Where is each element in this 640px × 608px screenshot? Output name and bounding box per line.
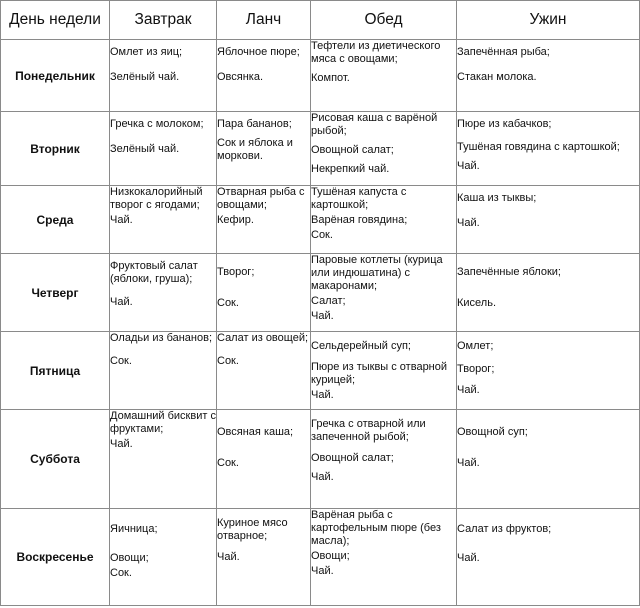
- meal-item: Чай.: [110, 438, 133, 450]
- meal-item: Кисель.: [457, 297, 497, 309]
- day-cell: Суббота: [1, 410, 110, 509]
- meal-item: Фруктовый салат (яблоки, груша);: [110, 260, 198, 285]
- meal-item: Чай.: [311, 310, 334, 322]
- meal-item: Оладьи из бананов;: [110, 332, 213, 344]
- header-supper: Ужин: [457, 1, 640, 40]
- meal-item: Овощи;: [110, 552, 149, 564]
- breakfast-cell: [110, 186, 217, 254]
- supper-cell: [457, 410, 640, 509]
- supper-cell: [457, 254, 640, 332]
- table-row: [1, 186, 640, 254]
- supper-cell: [457, 332, 640, 410]
- meal-item: Тефтели из диетического мяса с овощами;: [311, 40, 441, 65]
- meal-item: Творог;: [217, 266, 255, 278]
- meal-item: Пара бананов;: [217, 118, 292, 130]
- table-row: [1, 40, 640, 112]
- table-row: [1, 410, 640, 509]
- meal-item: Чай.: [311, 471, 334, 483]
- meal-item: Запечённые яблоки;: [457, 266, 561, 278]
- lunch-cell: [217, 410, 311, 509]
- meal-item: Яблочное пюре;: [217, 46, 300, 58]
- meal-item: Чай.: [457, 552, 480, 564]
- lunch-cell: [217, 186, 311, 254]
- table-row: [1, 509, 640, 606]
- meal-item: Чай.: [311, 565, 334, 577]
- breakfast-cell: [110, 410, 217, 509]
- meal-item: Чай.: [457, 384, 480, 396]
- dinner-cell: [311, 112, 457, 186]
- meal-item: Кефир.: [217, 214, 254, 226]
- meal-item: Яичница;: [110, 523, 158, 535]
- meal-item: Творог;: [457, 363, 495, 375]
- meal-item: Рисовая каша с варёной рыбой;: [311, 112, 438, 137]
- breakfast-cell: [110, 254, 217, 332]
- header-day: День недели: [1, 1, 110, 40]
- lunch-cell: [217, 254, 311, 332]
- dinner-cell: [311, 186, 457, 254]
- meal-item: Чай.: [457, 217, 480, 229]
- meal-item: Овощной суп;: [457, 426, 528, 438]
- meal-item: Тушёная говядина с картошкой;: [457, 141, 620, 153]
- meal-item: Салат;: [311, 295, 346, 307]
- meal-item: Салат из овощей;: [217, 332, 309, 344]
- supper-cell: [457, 509, 640, 606]
- meal-item: Омлет;: [457, 340, 494, 352]
- meal-item: Чай.: [217, 551, 240, 563]
- lunch-cell: [217, 40, 311, 112]
- meal-item: Отварная рыба с овощами;: [217, 186, 305, 211]
- meal-item: Чай.: [110, 296, 133, 308]
- table-row: [1, 112, 640, 186]
- supper-cell: [457, 112, 640, 186]
- meal-item: Сок.: [217, 457, 239, 469]
- meal-item: Каша из тыквы;: [457, 192, 537, 204]
- meal-item: Низкокалорийный творог с ягодами;: [110, 186, 203, 211]
- meal-item: Чай.: [110, 214, 133, 226]
- meal-item: Запечённая рыба;: [457, 46, 550, 58]
- meal-item: Зелёный чай.: [110, 143, 180, 155]
- meal-item: Компот.: [311, 72, 350, 84]
- meal-item: Сок.: [217, 355, 239, 367]
- dinner-cell: [311, 254, 457, 332]
- breakfast-cell: [110, 332, 217, 410]
- meal-item: Чай.: [457, 457, 480, 469]
- meal-item: Сок.: [110, 567, 132, 579]
- header-dinner: Обед: [311, 1, 457, 40]
- breakfast-cell: [110, 40, 217, 112]
- meal-item: Овощной салат;: [311, 452, 394, 464]
- lunch-cell: [217, 112, 311, 186]
- header-lunch: Ланч: [217, 1, 311, 40]
- meal-item: Куриное мясо отварное;: [217, 517, 288, 542]
- lunch-cell: [217, 332, 311, 410]
- meal-item: Чай.: [457, 160, 480, 172]
- meal-item: Паровые котлеты (курица или индюшатина) с макаронами;: [311, 254, 443, 292]
- day-cell: Вторник: [1, 112, 110, 186]
- dinner-cell: [311, 332, 457, 410]
- meal-item: Чай.: [311, 389, 334, 401]
- meal-item: Некрепкий чай.: [311, 163, 390, 175]
- header-row: [1, 1, 640, 40]
- meal-item: Сельдерейный суп;: [311, 340, 411, 352]
- meal-item: Сок.: [217, 297, 239, 309]
- meal-item: Сок и яблока и моркови.: [217, 137, 293, 162]
- header-breakfast: Завтрак: [110, 1, 217, 40]
- meal-item: Сок.: [110, 355, 132, 367]
- meal-item: Домашний бисквит с фруктами;: [110, 410, 216, 435]
- meal-item: Сок.: [311, 229, 333, 241]
- meal-item: Пюре из кабачков;: [457, 118, 552, 130]
- meal-item: Зелёный чай.: [110, 71, 180, 83]
- meal-item: Овощной салат;: [311, 144, 394, 156]
- meal-item: Салат из фруктов;: [457, 523, 552, 535]
- meal-item: Овощи;: [311, 550, 350, 562]
- lunch-cell: [217, 509, 311, 606]
- meal-item: Пюре из тыквы с отварной курицей;: [311, 361, 448, 386]
- meal-item: Гречка с отварной или запеченной рыбой;: [311, 418, 426, 443]
- supper-cell: [457, 40, 640, 112]
- day-cell: Четверг: [1, 254, 110, 332]
- supper-cell: [457, 186, 640, 254]
- meal-item: Тушёная капуста с картошкой;: [311, 186, 407, 211]
- meal-item: Овсянка.: [217, 71, 264, 83]
- meal-item: Омлет из яиц;: [110, 46, 183, 58]
- day-cell: Пятница: [1, 332, 110, 410]
- meal-item: Стакан молока.: [457, 71, 537, 83]
- day-cell: Воскресенье: [1, 509, 110, 606]
- meal-item: Гречка с молоком;: [110, 118, 204, 130]
- dinner-cell: [311, 40, 457, 112]
- meal-item: Варёная говядина;: [311, 214, 408, 226]
- day-cell: Среда: [1, 186, 110, 254]
- meal-item: Варёная рыба с картофельным пюре (без масла);: [311, 509, 441, 547]
- breakfast-cell: [110, 112, 217, 186]
- table-row: [1, 254, 640, 332]
- day-cell: Понедельник: [1, 40, 110, 112]
- meal-item: Овсяная каша;: [217, 426, 294, 438]
- dinner-cell: [311, 509, 457, 606]
- breakfast-cell: [110, 509, 217, 606]
- table-row: [1, 332, 640, 410]
- dinner-cell: [311, 410, 457, 509]
